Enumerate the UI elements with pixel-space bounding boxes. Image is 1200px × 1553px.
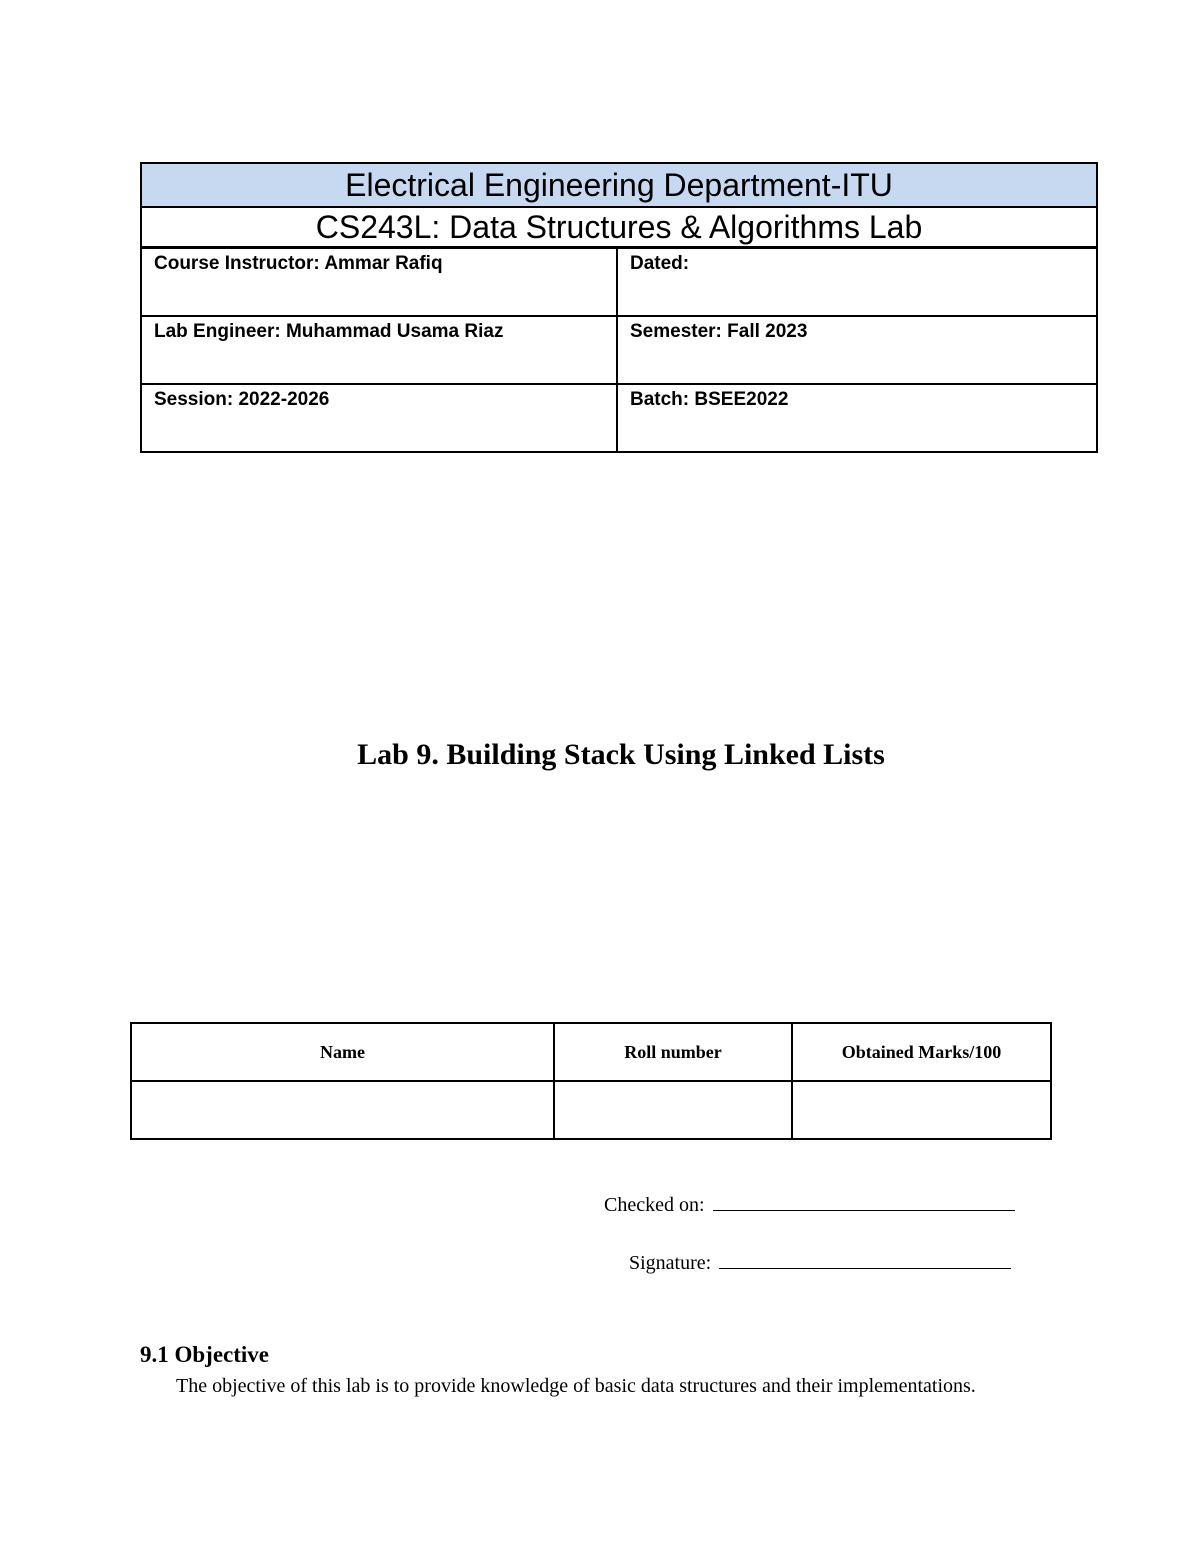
lab-engineer: Lab Engineer: Muhammad Usama Riaz [141,316,617,384]
header-name: Name [131,1023,554,1081]
checked-on-line [604,1194,1015,1217]
batch: Batch: BSEE2022 [617,384,1097,452]
semester: Semester: Fall 2023 [617,316,1097,384]
student-marks-table [130,1022,1052,1140]
checked-on-label: Checked on: [604,1194,705,1216]
course-title: CS243L: Data Structures & Algorithms Lab [141,207,1097,248]
header-roll-number: Roll number [554,1023,792,1081]
lab-header-table [140,162,1098,453]
department-title: Electrical Engineering Department-ITU [141,163,1097,207]
dated-field: Dated: [617,248,1097,317]
signature-blank[interactable] [719,1267,1011,1269]
lab-title: Lab 9. Building Stack Using Linked Lists [357,738,885,771]
roll-number-field[interactable] [554,1081,792,1139]
checked-on-blank[interactable] [713,1209,1015,1211]
header-obtained-marks: Obtained Marks/100 [792,1023,1051,1081]
objective-text: The objective of this lab is to provide knowledge of basic data structures and their implementations. [176,1375,976,1397]
course-instructor: Course Instructor: Ammar Rafiq [141,248,617,317]
obtained-marks-field[interactable] [792,1081,1051,1139]
objective-heading: 9.1 Objective [140,1342,270,1367]
signature-line [629,1252,1011,1275]
signature-label: Signature: [629,1252,712,1274]
name-field[interactable] [131,1081,554,1139]
session: Session: 2022-2026 [141,384,617,452]
